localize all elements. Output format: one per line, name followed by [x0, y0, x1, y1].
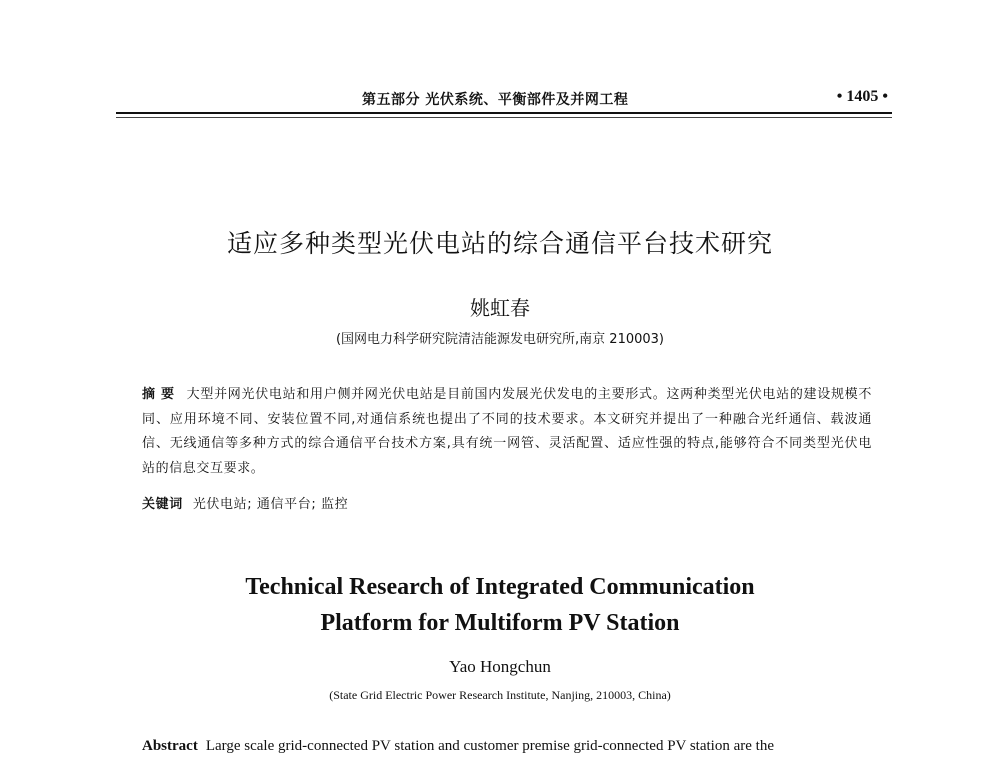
chinese-keywords-text: 光伏电站; 通信平台; 监控 — [192, 497, 349, 512]
english-affiliation: (State Grid Electric Power Research Institute, Nanjing, 210003, China) — [329, 688, 671, 702]
english-abstract — [142, 738, 872, 755]
chinese-abstract-text: 大型并网光伏电站和用户侧并网光伏电站是目前国内发展光伏发电的主要形式。这两种类型光伏电站的建设规模不同、应用环境不同、安装位置不同,对通信系统也提出了不同的技术要求。本文研究并提出了一种融合光纤通信、载波通信、无线通信等多种方式的综合通信平台技术方案,具有统一网管、灵活配置、适应性强的特点,能够符合不同类型光伏电站的信息交互要求。 — [142, 387, 872, 476]
header-section-title: 第五部分 光伏系统、平衡部件及并网工程 — [362, 92, 629, 108]
chinese-keywords-label: 关键词 — [142, 497, 183, 512]
english-abstract-label: Abstract — [142, 738, 198, 754]
english-abstract-text: Large scale grid-connected PV station and customer premise grid-connected PV station are the — [205, 738, 774, 754]
chinese-keywords — [142, 493, 872, 512]
english-title-line-1: Technical Research of Integrated Communication — [245, 574, 755, 600]
header-page-number: • 1405 • — [836, 88, 888, 105]
header-rule-thin — [116, 117, 892, 118]
english-title — [0, 569, 1000, 641]
running-header — [116, 89, 888, 111]
chinese-abstract-label: 摘 要 — [142, 387, 175, 402]
chinese-affiliation: (国网电力科学研究院清洁能源发电研究所,南京 210003) — [335, 332, 665, 347]
english-title-line-2: Platform for Multiform PV Station — [320, 610, 680, 636]
english-author: Yao Hongchun — [449, 657, 551, 676]
header-rule-thick — [116, 112, 892, 114]
chinese-abstract — [142, 383, 872, 481]
chinese-title: 适应多种类型光伏电站的综合通信平台技术研究 — [226, 229, 773, 258]
chinese-author: 姚虹春 — [470, 296, 530, 320]
